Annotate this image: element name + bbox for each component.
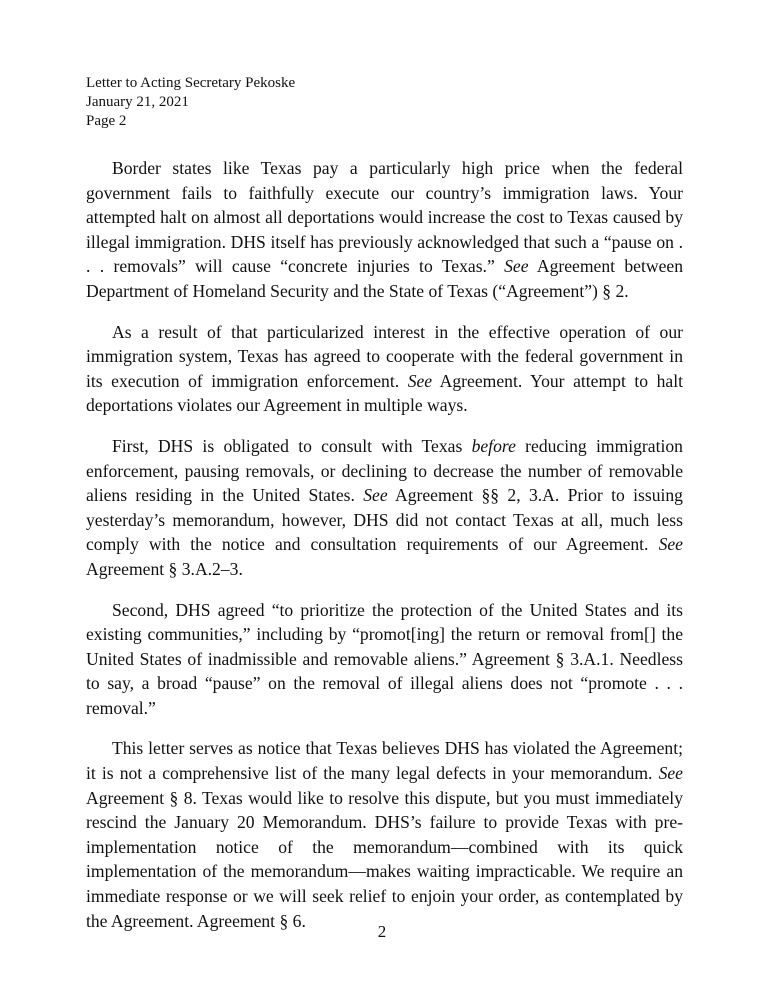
paragraph-text: First, DHS is obligated to consult with Texas xyxy=(112,435,472,456)
paragraph-text: This letter serves as notice that Texas believes DHS has violated the Agreement; it is not a comprehensive list of the many legal defects in your memorandum. xyxy=(86,738,683,784)
paragraph-text: Second, DHS agreed “to prioritize the protection of the United States and its existing communities,” including by “promot[ing] the return or removal from[] the United States of inadmissible and removable aliens.” Agreement § 3.A.1. Needless to say, a broad “pause” on the removal of illegal aliens does not “promote . . . removal.” xyxy=(86,599,683,718)
paragraph-text: Agreement § 8. Texas would like to resolve this dispute, but you must immediately rescind the January 20 Memorandum. DHS’s failure to provide Texas with pre-implementation notice of the memorandum—combined with its quick implementation of the memorandum—makes waiting impracticable. We require an immediate response or we will seek relief to enjoin your order, as contemplated by the Agreement. Agreement § 6. xyxy=(86,787,683,931)
italic-text: See xyxy=(658,763,683,784)
paragraph-text: Agreement. Your attempt to halt deportations violates our Agreement in multiple ways. xyxy=(86,370,683,416)
header-recipient: Letter to Acting Secretary Pekoske xyxy=(86,75,296,91)
paragraph-text: Agreement § 3.A.2–3. xyxy=(86,558,243,579)
header-date: January 21, 2021 xyxy=(86,94,189,110)
paragraph-text: Agreement §§ 2, 3.A. Prior to issuing yesterday’s memorandum, however, DHS did not contact Texas at all, much less comply with the notice and consultation requirements of our Agreement. xyxy=(86,485,683,555)
page-number: 2 xyxy=(377,922,387,941)
body-paragraph xyxy=(86,736,683,933)
body-paragraph xyxy=(86,320,683,418)
italic-text: before xyxy=(471,435,516,456)
body-paragraph xyxy=(86,156,683,304)
letter-page xyxy=(86,74,683,949)
italic-text: See xyxy=(407,370,433,391)
paragraph-text: reducing immigration enforcement, pausing removals, or declining to decrease the number of removable aliens residing in the United States. xyxy=(86,435,683,506)
body-paragraph xyxy=(86,434,683,582)
body-paragraph xyxy=(86,598,683,721)
italic-text: See xyxy=(658,534,683,555)
paragraph-text: Border states like Texas pay a particularly high price when the federal government fails to faithfully execute our country’s immigration laws. Your attempted halt on almost all deportations would increase the cost to Texas caused by illegal immigration. DHS itself has previously acknowledged that such a “pause on . . . removals” will cause “concrete injuries to Texas.” xyxy=(86,158,683,277)
header-page: Page 2 xyxy=(86,113,127,129)
paragraph-text: Agreement between Department of Homeland Security and the State of Texas (“Agreement”) § 2. xyxy=(86,256,683,301)
letter-body xyxy=(86,156,683,933)
letter-header xyxy=(86,74,683,131)
paragraph-text: As a result of that particularized interest in the effective operation of our immigration system, Texas has agreed to cooperate with the federal government in its execution of immigration enforcement. xyxy=(86,321,683,391)
italic-text: See xyxy=(504,256,529,277)
italic-text: See xyxy=(363,485,388,506)
